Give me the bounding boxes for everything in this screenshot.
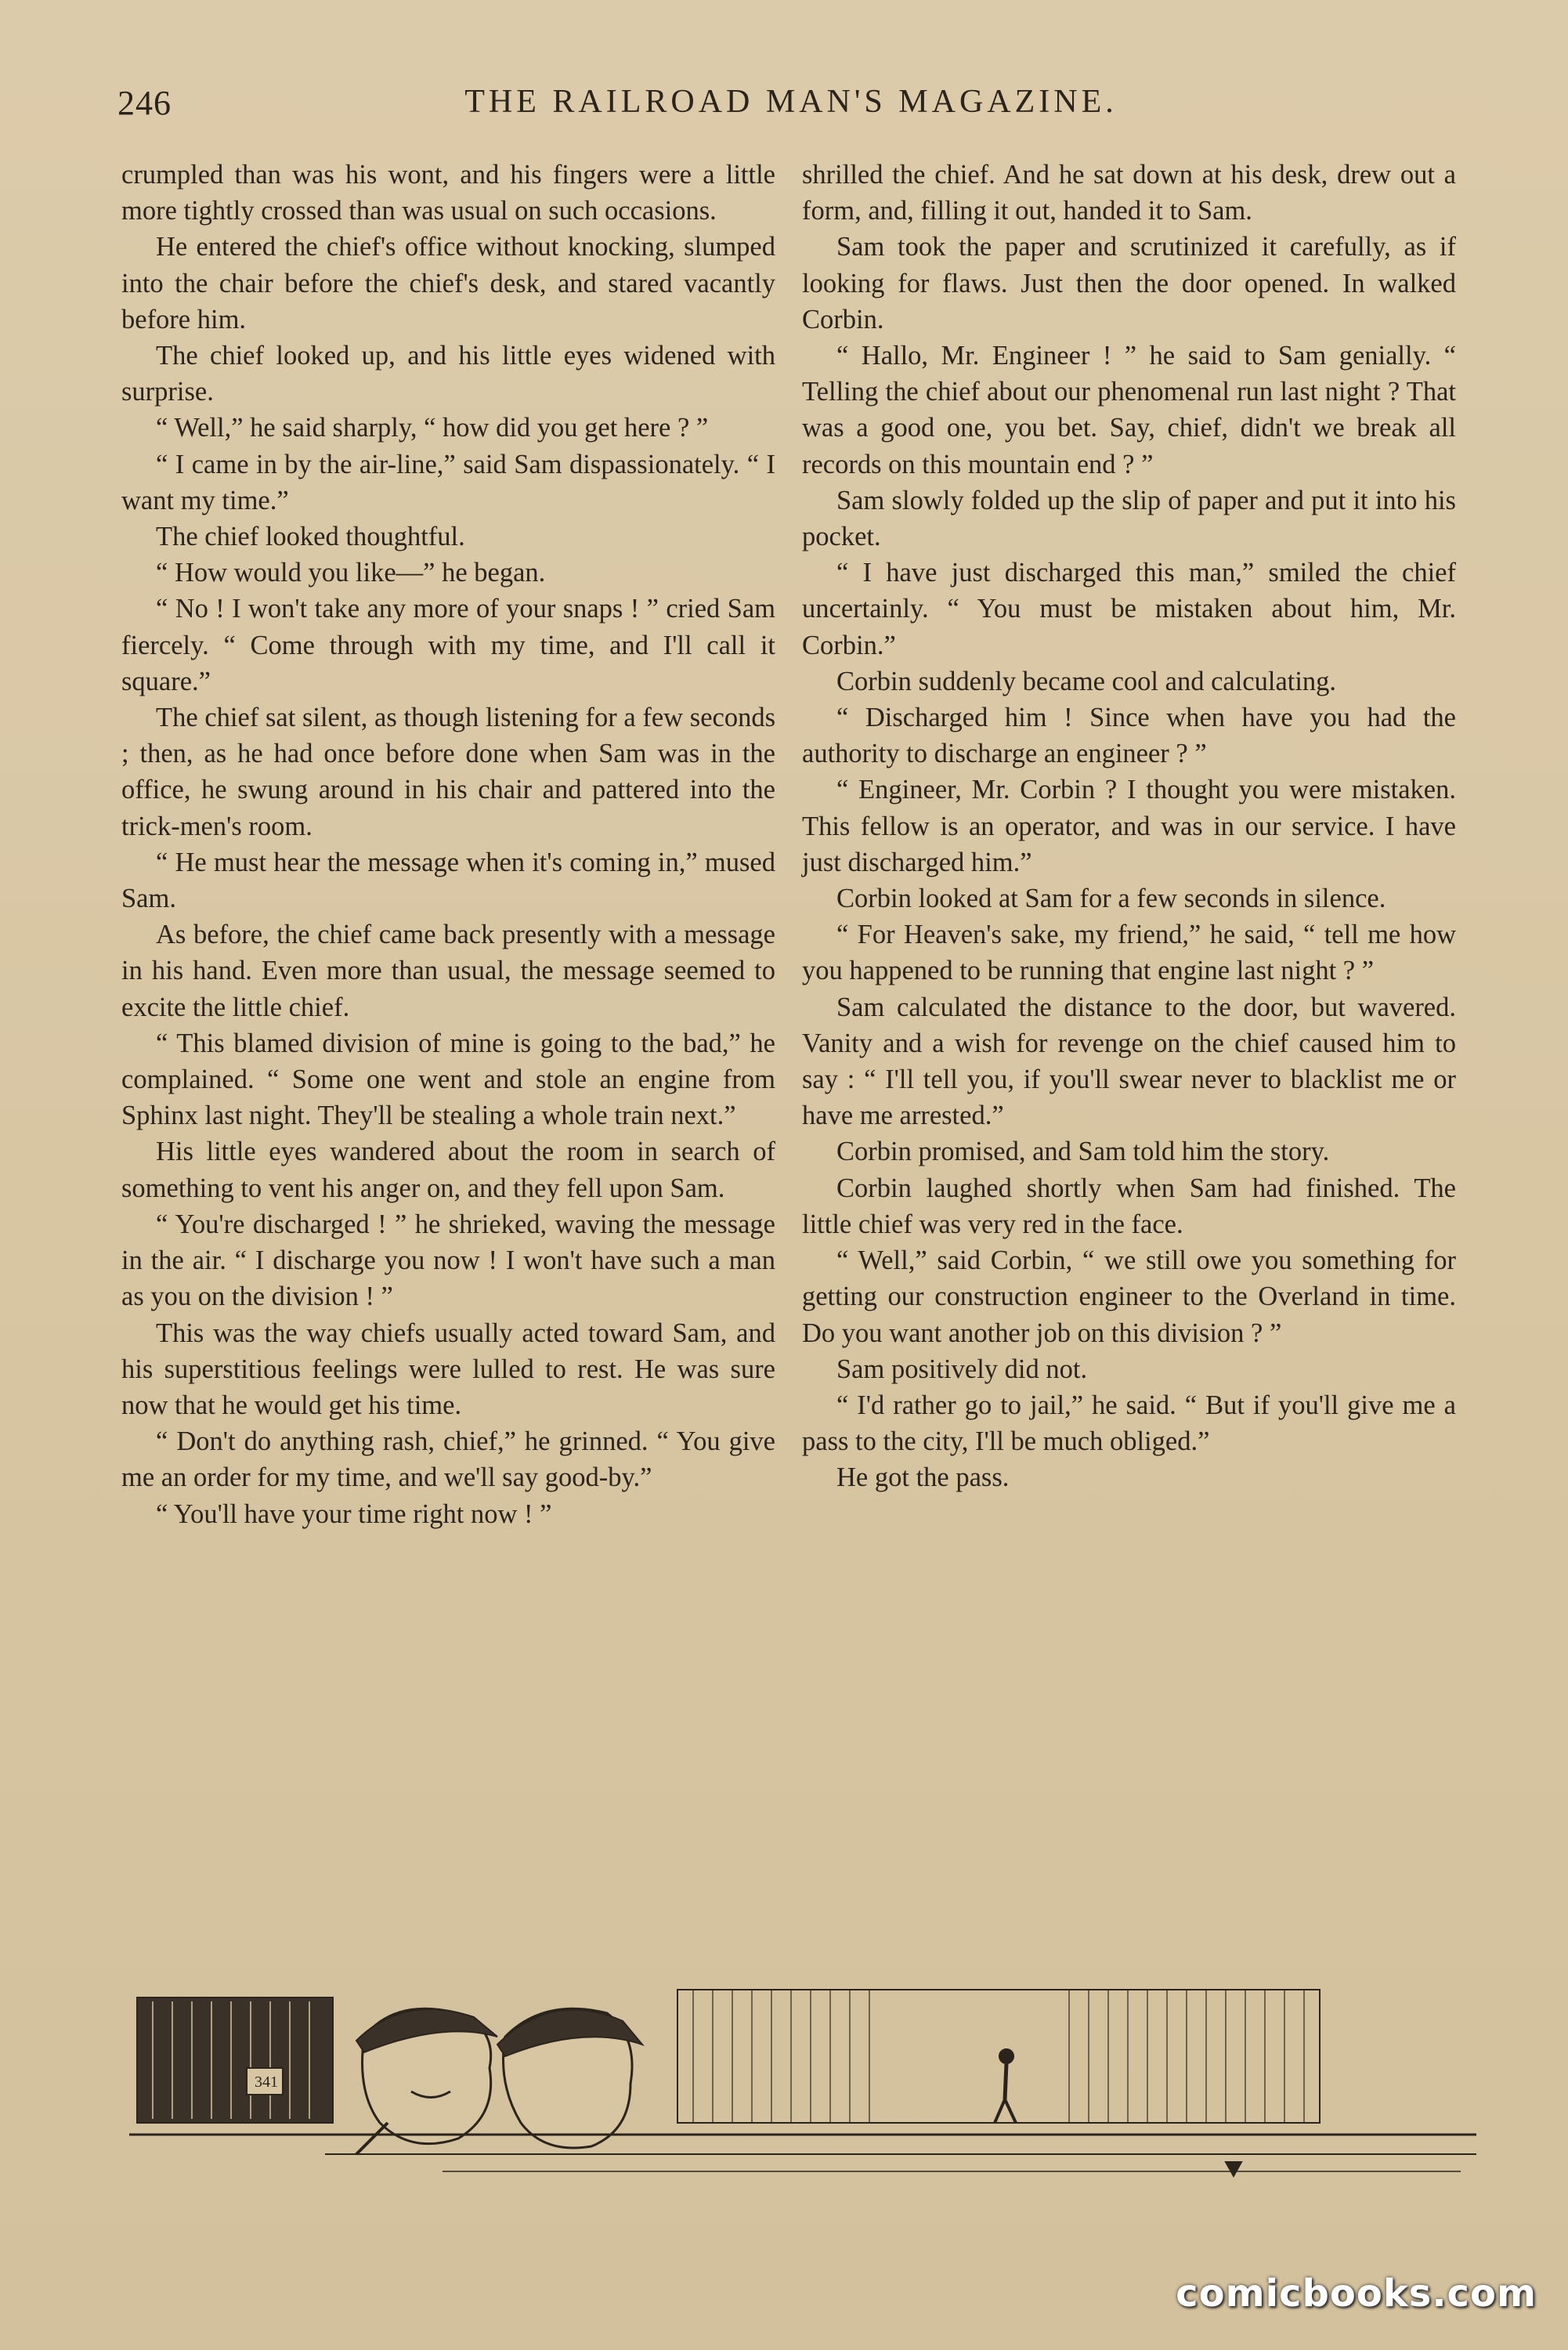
- paragraph: “ I came in by the air-line,” said Sam dispassionately. “ I want my time.”: [121, 449, 775, 515]
- paragraph: shrilled the chief. And he sat down at his desk, drew out a form, and, filling it out, handed it to Sam.: [802, 160, 1456, 226]
- paragraph: He got the pass.: [836, 1462, 1010, 1493]
- paragraph: Sam positively did not.: [836, 1354, 1088, 1384]
- paragraph: “ No ! I won't take any more of your snaps ! ” cried Sam fiercely. “ Come through with my time, and I'll call it square.”: [121, 594, 775, 696]
- paragraph: crumpled than was his wont, and his fingers were a little more tightly crossed than was usual on such occasions.: [121, 160, 775, 226]
- running-head: THE RAILROAD MAN'S MAGAZINE.: [464, 84, 1118, 120]
- paragraph: Corbin looked at Sam for a few seconds in silence.: [836, 884, 1386, 914]
- paragraph: Sam calculated the distance to the door, but wavered. Vanity and a wish for revenge on the chief caused him to say : “ I'll tell you, if you'll swear never to blacklist me or have me arrested.”: [802, 992, 1456, 1131]
- left-column: [121, 157, 775, 1532]
- paragraph: Sam took the paper and scrutinized it carefully, as if looking for flaws. Just then the door opened. In walked Corbin.: [802, 232, 1456, 334]
- paragraph: “ Well,” he said sharply, “ how did you get here ? ”: [156, 413, 709, 443]
- paragraph: Corbin suddenly became cool and calculating.: [836, 666, 1337, 696]
- paragraph: “ This blamed division of mine is going to the bad,” he complained. “ Some one went and stole an engine from Sphinx last night. They'll be stealing a whole train next.”: [121, 1028, 775, 1131]
- paragraph: This was the way chiefs usually acted toward Sam, and his superstitious feelings were lulled to rest. He was sure now that he would get his time.: [121, 1318, 775, 1420]
- watermark: comicbooks.com: [1176, 2272, 1537, 2316]
- paragraph: He entered the chief's office without knocking, slumped into the chair before the chief's desk, and stared vacantly before him.: [121, 232, 775, 334]
- paragraph: “ Well,” said Corbin, “ we still owe you something for getting our construction engineer to the Overland in time. Do you want another job on this division ? ”: [802, 1246, 1456, 1348]
- page-header: [117, 75, 1465, 138]
- paragraph: “ Don't do anything rash, chief,” he grinned. “ You give me an order for my time, and we'll say good-by.”: [121, 1426, 775, 1493]
- paragraph: “ How would you like—” he began.: [156, 558, 546, 588]
- railyard-illustration: [129, 1966, 1476, 2217]
- walking-figure: [999, 2049, 1013, 2063]
- paragraph: Corbin promised, and Sam told him the story.: [836, 1137, 1330, 1167]
- paragraph: “ I have just discharged this man,” smiled the chief uncertainly. “ You must be mistaken about him, Mr. Corbin.”: [802, 558, 1456, 660]
- paragraph: Corbin laughed shortly when Sam had finished. The little chief was very red in the face.: [802, 1173, 1456, 1239]
- paragraph: The chief looked up, and his little eyes widened with surprise.: [121, 341, 775, 407]
- paragraph: As before, the chief came back presently with a message in his hand. Even more than usual, the message seemed to excite the little chief.: [121, 920, 775, 1022]
- paragraph: “ Discharged him ! Since when have you had the authority to discharge an engineer ? ”: [802, 703, 1456, 769]
- page-number: 246: [117, 84, 172, 122]
- paragraph: “ I'd rather go to jail,” he said. “ But if you'll give me a pass to the city, I'll be much obliged.”: [802, 1390, 1456, 1457]
- boxcar-left: [137, 1998, 333, 2123]
- paragraph: The chief sat silent, as though listening for a few seconds ; then, as he had once before done when Sam was in the office, he swung around in his chair and pattered into the trick-men's room.: [121, 703, 775, 841]
- right-column: [802, 157, 1456, 1496]
- car-number: 341: [255, 2073, 278, 2091]
- paragraph: Sam slowly folded up the slip of paper and put it into his pocket.: [802, 485, 1456, 552]
- paragraph: “ He must hear the message when it's coming in,” mused Sam.: [121, 847, 775, 914]
- paragraph: The chief looked thoughtful.: [156, 522, 465, 552]
- paragraph: “ Engineer, Mr. Corbin ? I thought you were mistaken. This fellow is an operator, and was in our service. I have just discharged him.”: [802, 775, 1456, 877]
- paragraph: “ You're discharged ! ” he shrieked, waving the message in the air. “ I discharge you now ! I won't have such a man as you on the division ! ”: [121, 1209, 775, 1312]
- paragraph: “ For Heaven's sake, my friend,” he said, “ tell me how you happened to be running that engine last night ? ”: [802, 920, 1456, 986]
- paragraph: “ You'll have your time right now ! ”: [156, 1499, 552, 1529]
- paragraph: “ Hallo, Mr. Engineer ! ” he said to Sam genially. “ Telling the chief about our phenomenal run last night ? That was a good one, you bet. Say, chief, didn't we break all records on this mountain end ? ”: [802, 341, 1456, 479]
- paragraph: His little eyes wandered about the room in search of something to vent his anger on, and they fell upon Sam.: [121, 1137, 775, 1203]
